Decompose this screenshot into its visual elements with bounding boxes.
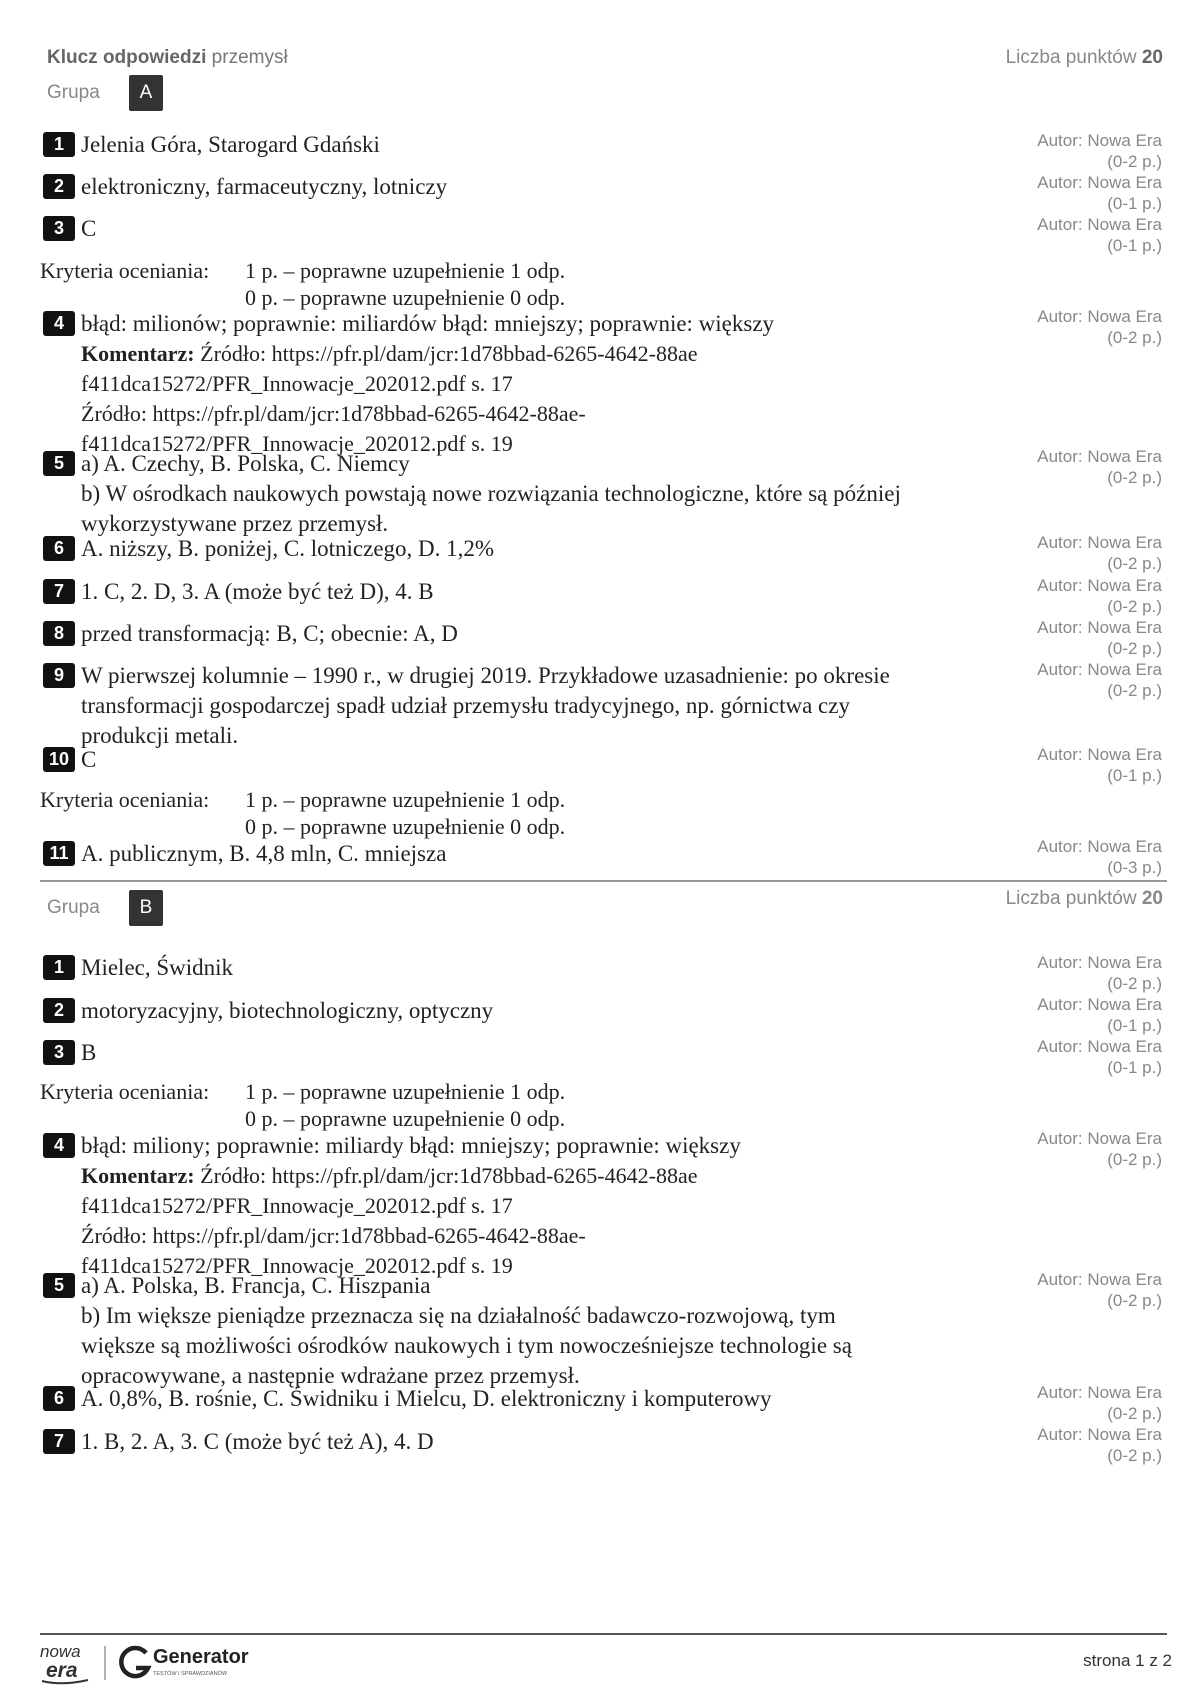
task-number-badge: 9 [43,663,75,688]
task-b-4-author [1037,1128,1162,1170]
task-number-badge: 3 [43,1040,75,1065]
author-name: Autor: Nowa Era [1037,533,1162,552]
points-range: (0-1 p.) [1107,236,1162,255]
task-b-1-author [1037,952,1162,994]
group-letter-badge: A [129,75,163,111]
points-range: (0-2 p.) [1107,597,1162,616]
answer-line: B [81,1040,97,1065]
points-range: (0-1 p.) [1107,766,1162,785]
author-name: Autor: Nowa Era [1037,576,1162,595]
answer-line: C [81,747,97,772]
task-a-8-author [1037,617,1162,659]
points-range: (0-2 p.) [1107,974,1162,993]
answer-line: przed transformacją: B, C; obecnie: A, D [81,621,458,646]
page-number: strona 1 z 2 [1083,1651,1172,1670]
task-a-9-author [1037,659,1162,701]
answer-line: a) A. Polska, B. Francja, C. Hiszpania [81,1273,431,1298]
points-range: (0-2 p.) [1107,328,1162,347]
points-value: 20 [1141,47,1163,68]
task-a-6-author [1037,532,1162,574]
publisher-logo [40,1640,270,1686]
answer-line: A. 0,8%, B. rośnie, C. Świdniku i Mielcu, D. elektroniczny i komputerowy [81,1386,772,1411]
author-name: Autor: Nowa Era [1037,173,1162,192]
author-name: Autor: Nowa Era [1037,1037,1162,1056]
points-range: (0-3 p.) [1107,858,1162,877]
total-points [1006,47,1163,69]
task-number-badge: 1 [43,955,75,980]
points-range: (0-2 p.) [1107,1404,1162,1423]
comment-line: f411dca15272/PFR_Innowacje_202012.pdf s. 19 [81,431,513,456]
points-range: (0-1 p.) [1107,1058,1162,1077]
points-range: (0-2 p.) [1107,1291,1162,1310]
points-range: (0-1 p.) [1107,1016,1162,1035]
generator-g-icon [121,1648,148,1676]
task-a-7-author [1037,575,1162,617]
task-number-badge: 10 [43,747,75,772]
logo-tagline-text: TESTÓW I SPRAWDZIANÓW [153,1671,228,1677]
task-a-11-author [1037,836,1162,878]
author-name: Autor: Nowa Era [1037,660,1162,679]
task-number-badge: 4 [43,311,75,336]
points-range: (0-2 p.) [1107,1150,1162,1169]
comment-label: Komentarz: [81,1163,195,1188]
author-name: Autor: Nowa Era [1037,1270,1162,1289]
points-range: (0-1 p.) [1107,194,1162,213]
grading-criteria [40,257,565,311]
footer-divider [40,1633,1167,1635]
task-number-badge: 4 [43,1133,75,1158]
criteria-row: 1 p. – poprawne uzupełnienie 1 odp. [245,1079,566,1104]
answer-line: transformacji gospodarczej spadł udział przemysłu tradycyjnego, np. górnictwa czy [81,693,850,718]
author-name: Autor: Nowa Era [1037,1383,1162,1402]
points-range: (0-2 p.) [1107,468,1162,487]
task-a-4-author [1037,306,1162,348]
task-a-5-author [1037,446,1162,488]
task-number-badge: 11 [43,841,75,866]
grading-criteria [40,1078,565,1132]
task-number-badge: 8 [43,621,75,646]
document-title-topic: przemysł [211,47,288,68]
answer-line: b) W ośrodkach naukowych powstają nowe rozwiązania technologiczne, które są później [81,481,901,506]
comment-line: f411dca15272/PFR_Innowacje_202012.pdf s. 19 [81,1253,513,1278]
comment-line: Źródło: https://pfr.pl/dam/jcr:1d78bbad-6265-4642-88ae [200,1163,698,1188]
author-name: Autor: Nowa Era [1037,618,1162,637]
author-name: Autor: Nowa Era [1037,745,1162,764]
task-number-badge: 1 [43,132,75,157]
points-range: (0-2 p.) [1107,1446,1162,1465]
answer-line: wykorzystywane przez przemysł. [81,511,389,536]
answer-line: b) Im większe pieniądze przeznacza się na działalność badawczo-rozwojową, tym [81,1303,836,1328]
answer-line: błąd: miliony; poprawnie: miliardy błąd: mniejszy; poprawnie: większy [81,1133,741,1158]
points-range: (0-2 p.) [1107,554,1162,573]
answer-line: a) A. Czechy, B. Polska, C. Niemcy [81,451,410,476]
answer-line: W pierwszej kolumnie – 1990 r., w drugiej 2019. Przykładowe uzasadnienie: po okresie [81,663,890,688]
points-value: 20 [1141,888,1163,909]
points-range: (0-2 p.) [1107,639,1162,658]
document-title [47,47,288,69]
comment-line: Źródło: https://pfr.pl/dam/jcr:1d78bbad-6265-4642-88ae- [81,401,586,426]
author-name: Autor: Nowa Era [1037,995,1162,1014]
comment-line: Źródło: https://pfr.pl/dam/jcr:1d78bbad-6265-4642-88ae [200,341,698,366]
author-name: Autor: Nowa Era [1037,1129,1162,1148]
points-range: (0-2 p.) [1107,681,1162,700]
task-a-3-author [1037,214,1162,256]
logo-nowa-text: nowa [40,1642,81,1661]
task-b-7-author [1037,1424,1162,1466]
author-name: Autor: Nowa Era [1037,837,1162,856]
logo-generator-text: Generator [153,1646,249,1668]
group-letter-badge: B [129,890,163,926]
criteria-row: 0 p. – poprawne uzupełnienie 0 odp. [245,285,566,310]
author-name: Autor: Nowa Era [1037,215,1162,234]
criteria-row: 0 p. – poprawne uzupełnienie 0 odp. [245,1106,566,1131]
task-number-badge: 2 [43,174,75,199]
task-a-1-author [1037,130,1162,172]
author-name: Autor: Nowa Era [1037,131,1162,150]
group-label: Grupa [47,897,100,918]
task-a-2-author [1037,172,1162,214]
answer-line: motoryzacyjny, biotechnologiczny, optyczny [81,998,494,1023]
criteria-label: Kryteria oceniania: [40,787,210,812]
task-number-badge: 5 [43,451,75,476]
criteria-row: 0 p. – poprawne uzupełnienie 0 odp. [245,814,566,839]
task-number-badge: 3 [43,216,75,241]
answer-line: 1. C, 2. D, 3. A (może być też D), 4. B [81,579,434,604]
task-number-badge: 6 [43,1386,75,1411]
task-number-badge: 6 [43,536,75,561]
answer-line: Jelenia Góra, Starogard Gdański [81,132,380,157]
comment-line: f411dca15272/PFR_Innowacje_202012.pdf s. 17 [81,371,513,396]
comment-line: Źródło: https://pfr.pl/dam/jcr:1d78bbad-6265-4642-88ae- [81,1223,586,1248]
task-b-6-author [1037,1382,1162,1424]
group-b-points [1006,888,1163,910]
answer-line: opracowywane, a następnie wdrażane przez przemysł. [81,1363,580,1388]
answer-line: Mielec, Świdnik [81,955,234,980]
author-name: Autor: Nowa Era [1037,447,1162,466]
task-b-5-author [1037,1269,1162,1311]
criteria-row: 1 p. – poprawne uzupełnienie 1 odp. [245,258,566,283]
task-b-2-author [1037,994,1162,1036]
document-title-bold: Klucz odpowiedzi [47,47,207,68]
answer-line: 1. B, 2. A, 3. C (może być też A), 4. D [81,1429,434,1454]
task-number-badge: 5 [43,1273,75,1298]
author-name: Autor: Nowa Era [1037,307,1162,326]
task-a-10-author [1037,744,1162,786]
task-number-badge: 7 [43,579,75,604]
group-label: Grupa [47,82,100,103]
answer-line: błąd: milionów; poprawnie: miliardów błąd: mniejszy; poprawnie: większy [81,311,775,336]
answer-line: A. niższy, B. poniżej, C. lotniczego, D. 1,2% [81,536,495,561]
page-header [47,47,1163,71]
answer-line: A. publicznym, B. 4,8 mln, C. mniejsza [81,841,447,866]
answer-line: C [81,216,97,241]
criteria-row: 1 p. – poprawne uzupełnienie 1 odp. [245,787,566,812]
criteria-label: Kryteria oceniania: [40,258,210,283]
criteria-label: Kryteria oceniania: [40,1079,210,1104]
points-label: Liczba punktów [1005,47,1137,68]
author-name: Autor: Nowa Era [1037,953,1162,972]
grading-criteria [40,786,565,840]
comment-line: f411dca15272/PFR_Innowacje_202012.pdf s. 17 [81,1193,513,1218]
answer-line: produkcji metali. [81,723,239,748]
task-b-3-author [1037,1036,1162,1078]
answer-line: większe są możliwości ośrodków naukowych i tym nowocześniejsze technologie są [81,1333,852,1358]
logo-era-text: era [46,1659,78,1682]
group-divider [40,880,1167,882]
author-name: Autor: Nowa Era [1037,1425,1162,1444]
comment-label: Komentarz: [81,341,195,366]
task-number-badge: 2 [43,998,75,1023]
answer-line: elektroniczny, farmaceutyczny, lotniczy [81,174,448,199]
points-label: Liczba punktów [1005,888,1137,909]
task-number-badge: 7 [43,1429,75,1454]
points-range: (0-2 p.) [1107,152,1162,171]
